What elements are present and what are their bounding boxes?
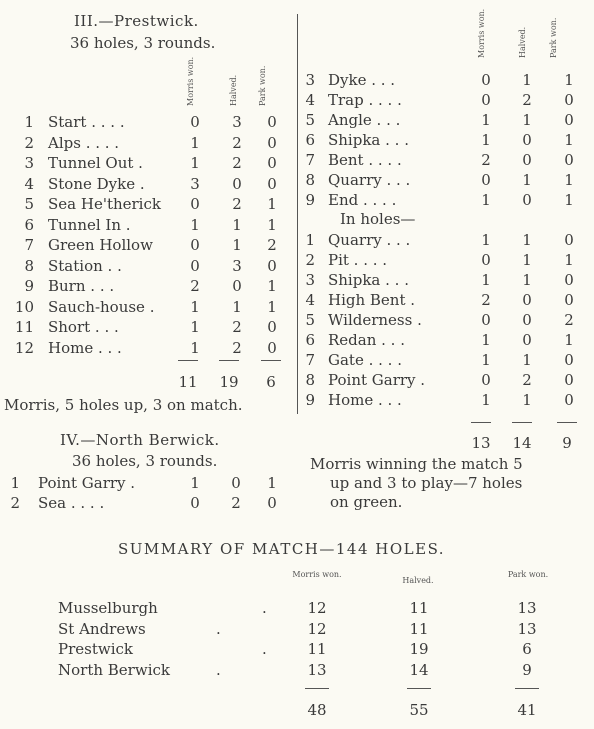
hole-number: 6: [24, 215, 34, 234]
hole-number: 3: [305, 271, 315, 289]
summary-morris-won: 12: [307, 619, 327, 638]
prestwick-hole-row: [0, 133, 297, 153]
hole-number: 4: [24, 174, 34, 193]
halved-value: 1: [522, 351, 532, 369]
summary-total-halved: 55: [409, 701, 429, 719]
halved-value: 0: [232, 277, 242, 295]
park-won-value: 2: [564, 311, 574, 329]
north-berwick-in-row: [297, 290, 594, 310]
morris-won-value: 1: [481, 131, 491, 149]
summary-course-name: St Andrews: [58, 619, 146, 638]
morris-won-value: 1: [481, 191, 491, 209]
park-won-value: 0: [267, 494, 277, 512]
halved-value: 0: [522, 311, 532, 329]
prestwick-col-park: Park won.: [258, 65, 267, 106]
prestwick-hole-row: [0, 317, 297, 337]
hole-name: Alps . . . .: [48, 133, 120, 152]
hole-number: 1: [24, 113, 34, 131]
morris-won-value: 0: [481, 251, 491, 269]
hole-number: 2: [24, 133, 34, 152]
park-won-value: 1: [564, 251, 574, 269]
north-berwick-in-row: [297, 270, 594, 290]
halved-value: 0: [522, 191, 532, 209]
prestwick-hole-row: [0, 112, 297, 132]
hole-name: Wilderness .: [328, 311, 422, 329]
morris-won-value: 0: [190, 236, 200, 254]
halved-value: 3: [232, 256, 242, 275]
summary-total-rule: [305, 688, 329, 689]
right-totals: [297, 433, 594, 453]
prestwick-total-morris: 11: [178, 373, 198, 391]
morris-won-value: 1: [190, 338, 200, 357]
prestwick-hole-row: [0, 215, 297, 235]
hole-name: End . . . .: [328, 191, 397, 209]
summary-morris-won: 12: [307, 599, 327, 617]
park-won-value: 1: [267, 277, 277, 295]
summary-course-name: Prestwick: [58, 640, 133, 658]
halved-value: 0: [522, 331, 532, 349]
prestwick-hole-row: [0, 174, 297, 194]
hole-name: Stone Dyke .: [48, 174, 145, 193]
hole-name: Quarry . . .: [328, 231, 411, 249]
park-won-value: 0: [564, 291, 574, 309]
prestwick-total-park: 6: [266, 373, 276, 391]
hole-number: 8: [305, 371, 315, 389]
halved-value: 1: [522, 251, 532, 269]
north-berwick-in-row: [297, 390, 594, 410]
right-total-rule: [471, 422, 491, 423]
park-won-value: 1: [267, 297, 277, 316]
morris-won-value: 1: [190, 474, 200, 492]
hole-name: Dyke . . .: [328, 71, 396, 89]
summary-row: [0, 639, 594, 659]
summary-total-park: 41: [517, 701, 537, 719]
right-total-park: 9: [562, 434, 572, 452]
summary-row: [0, 619, 594, 639]
right-col-morris: Morris won.: [477, 8, 486, 58]
right-col-park: Park won.: [549, 17, 558, 58]
park-won-value: 1: [564, 191, 574, 209]
north-berwick-out-row: [297, 70, 594, 90]
hole-number: 4: [305, 91, 315, 109]
park-won-value: 0: [564, 111, 574, 129]
hole-number: 9: [305, 191, 315, 209]
park-won-value: 1: [267, 215, 277, 234]
hole-name: Green Hollow: [48, 236, 153, 254]
summary-halved: 11: [409, 599, 429, 617]
leader-dot: .: [262, 640, 267, 658]
morris-won-value: 1: [190, 297, 200, 316]
morris-won-value: 1: [190, 318, 200, 336]
prestwick-hole-row: [0, 297, 297, 317]
morris-won-value: 3: [190, 174, 200, 193]
morris-won-value: 1: [481, 331, 491, 349]
morris-won-value: 1: [481, 111, 491, 129]
hole-name: Burn . . .: [48, 277, 115, 295]
hole-name: Redan . . .: [328, 331, 405, 349]
morris-won-value: 0: [190, 113, 200, 131]
hole-name: Angle . . .: [328, 111, 401, 129]
north-berwick-out-row: [297, 150, 594, 170]
hole-name: Pit . . . .: [328, 251, 388, 269]
prestwick-hole-row: [0, 235, 297, 255]
prestwick-col-halved: Halved.: [229, 74, 238, 106]
halved-value: 0: [232, 174, 242, 193]
hole-name: Gate . . . .: [328, 351, 402, 369]
summary-total-rule: [407, 688, 431, 689]
summary-halved: 11: [409, 619, 429, 638]
halved-value: 1: [522, 71, 532, 89]
park-won-value: 2: [267, 236, 277, 254]
north-berwick-in-row: [297, 370, 594, 390]
prestwick-hole-row: [0, 153, 297, 173]
park-won-value: 1: [564, 171, 574, 189]
hole-number: 6: [305, 331, 315, 349]
halved-value: 1: [232, 297, 242, 316]
right-total-morris: 13: [471, 434, 491, 452]
park-won-value: 0: [564, 351, 574, 369]
leader-dot: .: [216, 619, 221, 638]
halved-value: 1: [522, 391, 532, 409]
north-berwick-out-row: [297, 90, 594, 110]
north-berwick-subtitle: 36 holes, 3 rounds.: [72, 452, 218, 470]
hole-number: 10: [14, 297, 34, 316]
summary-park-won: 13: [517, 619, 537, 638]
morris-won-value: 1: [190, 215, 200, 234]
morris-won-value: 2: [190, 277, 200, 295]
hole-number: 7: [305, 151, 315, 169]
hole-number: 2: [10, 494, 20, 512]
hole-number: 9: [305, 391, 315, 409]
halved-value: 0: [231, 474, 241, 492]
morris-won-value: 1: [481, 231, 491, 249]
park-won-value: 1: [564, 71, 574, 89]
hole-number: 8: [305, 171, 315, 189]
park-won-value: 0: [267, 318, 277, 336]
halved-value: 2: [232, 318, 242, 336]
halved-value: 1: [522, 171, 532, 189]
prestwick-result: Morris, 5 holes up, 3 on match.: [4, 396, 243, 414]
hole-name: Shipka . . .: [328, 131, 409, 149]
halved-value: 3: [232, 113, 242, 131]
park-won-value: 0: [267, 174, 277, 193]
park-won-value: 1: [564, 131, 574, 149]
hole-number: 9: [24, 277, 34, 295]
summary-halved: 14: [409, 660, 429, 679]
hole-name: Short . . .: [48, 318, 119, 336]
halved-value: 2: [232, 133, 242, 152]
hole-name: Tunnel Out .: [48, 154, 143, 172]
summary-row: [0, 598, 594, 618]
hole-name: Station . .: [48, 256, 122, 275]
summary-row: [0, 660, 594, 680]
hole-number: 5: [305, 311, 315, 329]
summary-title: SUMMARY OF MATCH—144 HOLES.: [118, 540, 446, 558]
hole-number: 8: [24, 256, 34, 275]
morris-won-value: 2: [481, 291, 491, 309]
hole-number: 12: [14, 338, 34, 357]
north-berwick-out-row: [297, 110, 594, 130]
hole-number: 1: [10, 474, 20, 492]
prestwick-subtitle: 36 holes, 3 rounds.: [70, 34, 216, 52]
prestwick-total-rule: [178, 360, 198, 361]
halved-value: 2: [522, 91, 532, 109]
hole-name: Sea He'therick: [48, 195, 161, 213]
prestwick-col-morris: Morris won.: [186, 56, 195, 106]
summary-col-morris: Morris won.: [292, 570, 342, 579]
summary-course-name: North Berwick: [58, 660, 170, 679]
hole-number: 5: [24, 195, 34, 213]
north-berwick-hole-row: [0, 473, 297, 493]
halved-value: 2: [232, 154, 242, 172]
hole-name: High Bent .: [328, 291, 416, 309]
halved-value: 2: [232, 195, 242, 213]
park-won-value: 0: [267, 113, 277, 131]
hole-number: 4: [305, 291, 315, 309]
summary-total-morris: 48: [307, 701, 327, 719]
morris-won-value: 1: [190, 133, 200, 152]
prestwick-total-rule: [261, 360, 281, 361]
halved-value: 2: [522, 371, 532, 389]
halved-value: 0: [522, 291, 532, 309]
summary-park-won: 13: [517, 599, 537, 617]
morris-won-value: 0: [481, 371, 491, 389]
park-won-value: 0: [564, 231, 574, 249]
right-total-halved: 14: [512, 434, 532, 452]
summary-total-rule: [515, 688, 539, 689]
summary-col-park: Park won.: [507, 570, 549, 579]
north-berwick-in-row: [297, 330, 594, 350]
prestwick-totals: [0, 372, 297, 392]
leader-dot: .: [262, 599, 267, 617]
park-won-value: 0: [267, 133, 277, 152]
park-won-value: 0: [564, 91, 574, 109]
hole-number: 2: [305, 251, 315, 269]
summary-col-halved: Halved.: [402, 576, 434, 585]
hole-name: Sauch-house .: [48, 297, 155, 316]
park-won-value: 0: [564, 151, 574, 169]
hole-name: Tunnel In .: [48, 215, 131, 234]
right-result-line-2: up and 3 to play—7 holes: [330, 474, 523, 492]
halved-value: 2: [232, 338, 242, 357]
hole-name: Home . . .: [48, 338, 122, 357]
prestwick-title: III.—Prestwick.: [74, 12, 199, 30]
halved-value: 1: [522, 271, 532, 289]
park-won-value: 0: [564, 391, 574, 409]
park-won-value: 0: [564, 371, 574, 389]
morris-won-value: 1: [481, 351, 491, 369]
hole-name: Quarry . . .: [328, 171, 411, 189]
hole-name: Start . . . .: [48, 113, 125, 131]
morris-won-value: 1: [190, 154, 200, 172]
halved-value: 2: [231, 494, 241, 512]
park-won-value: 0: [267, 154, 277, 172]
summary-morris-won: 13: [307, 660, 327, 679]
north-berwick-out-row: [297, 190, 594, 210]
right-total-rule: [512, 422, 532, 423]
hole-name: Bent . . . .: [328, 151, 402, 169]
park-won-value: 1: [267, 195, 277, 213]
hole-name: Point Garry .: [38, 474, 136, 492]
hole-name: Home . . .: [328, 391, 402, 409]
north-berwick-out-row: [297, 130, 594, 150]
north-berwick-hole-row: [0, 493, 297, 513]
park-won-value: 1: [267, 474, 277, 492]
hole-number: 6: [305, 131, 315, 149]
halved-value: 1: [232, 215, 242, 234]
morris-won-value: 0: [481, 91, 491, 109]
summary-park-won: 9: [522, 660, 532, 679]
summary-course-name: Musselburgh: [58, 599, 158, 617]
hole-name: Trap . . . .: [328, 91, 402, 109]
park-won-value: 0: [267, 256, 277, 275]
park-won-value: 0: [267, 338, 277, 357]
morris-won-value: 2: [481, 151, 491, 169]
summary-totals: [0, 700, 594, 720]
prestwick-total-halved: 19: [219, 373, 239, 391]
halved-value: 1: [522, 231, 532, 249]
morris-won-value: 1: [481, 391, 491, 409]
park-won-value: 0: [564, 271, 574, 289]
hole-number: 5: [305, 111, 315, 129]
north-berwick-title: IV.—North Berwick.: [60, 431, 220, 449]
morris-won-value: 0: [481, 311, 491, 329]
morris-won-value: 0: [481, 171, 491, 189]
halved-value: 1: [522, 111, 532, 129]
hole-number: 7: [24, 236, 34, 254]
hole-name: Shipka . . .: [328, 271, 409, 289]
hole-number: 3: [24, 154, 34, 172]
summary-park-won: 6: [522, 640, 532, 658]
in-holes-label: In holes—: [340, 210, 416, 228]
halved-value: 1: [232, 236, 242, 254]
hole-number: 1: [305, 231, 315, 249]
prestwick-hole-row: [0, 256, 297, 276]
park-won-value: 1: [564, 331, 574, 349]
hole-number: 3: [305, 71, 315, 89]
hole-number: 7: [305, 351, 315, 369]
prestwick-hole-row: [0, 194, 297, 214]
morris-won-value: 1: [481, 271, 491, 289]
morris-won-value: 0: [481, 71, 491, 89]
right-result-line-1: Morris winning the match 5: [310, 455, 523, 473]
north-berwick-in-row: [297, 310, 594, 330]
prestwick-hole-row: [0, 276, 297, 296]
north-berwick-in-row: [297, 350, 594, 370]
summary-halved: 19: [409, 640, 429, 658]
leader-dot: .: [216, 660, 221, 679]
prestwick-total-rule: [219, 360, 239, 361]
hole-name: Point Garry .: [328, 371, 426, 389]
north-berwick-in-row: [297, 250, 594, 270]
hole-name: Sea . . . .: [38, 494, 105, 512]
morris-won-value: 0: [190, 195, 200, 213]
halved-value: 0: [522, 131, 532, 149]
north-berwick-out-row: [297, 170, 594, 190]
morris-won-value: 0: [190, 256, 200, 275]
hole-number: 11: [14, 318, 34, 336]
halved-value: 0: [522, 151, 532, 169]
north-berwick-in-row: [297, 230, 594, 250]
summary-morris-won: 11: [307, 640, 327, 658]
morris-won-value: 0: [190, 494, 200, 512]
right-col-halved: Halved.: [518, 26, 527, 58]
prestwick-hole-row: [0, 338, 297, 358]
right-total-rule: [557, 422, 577, 423]
right-result-line-3: on green.: [330, 493, 403, 511]
